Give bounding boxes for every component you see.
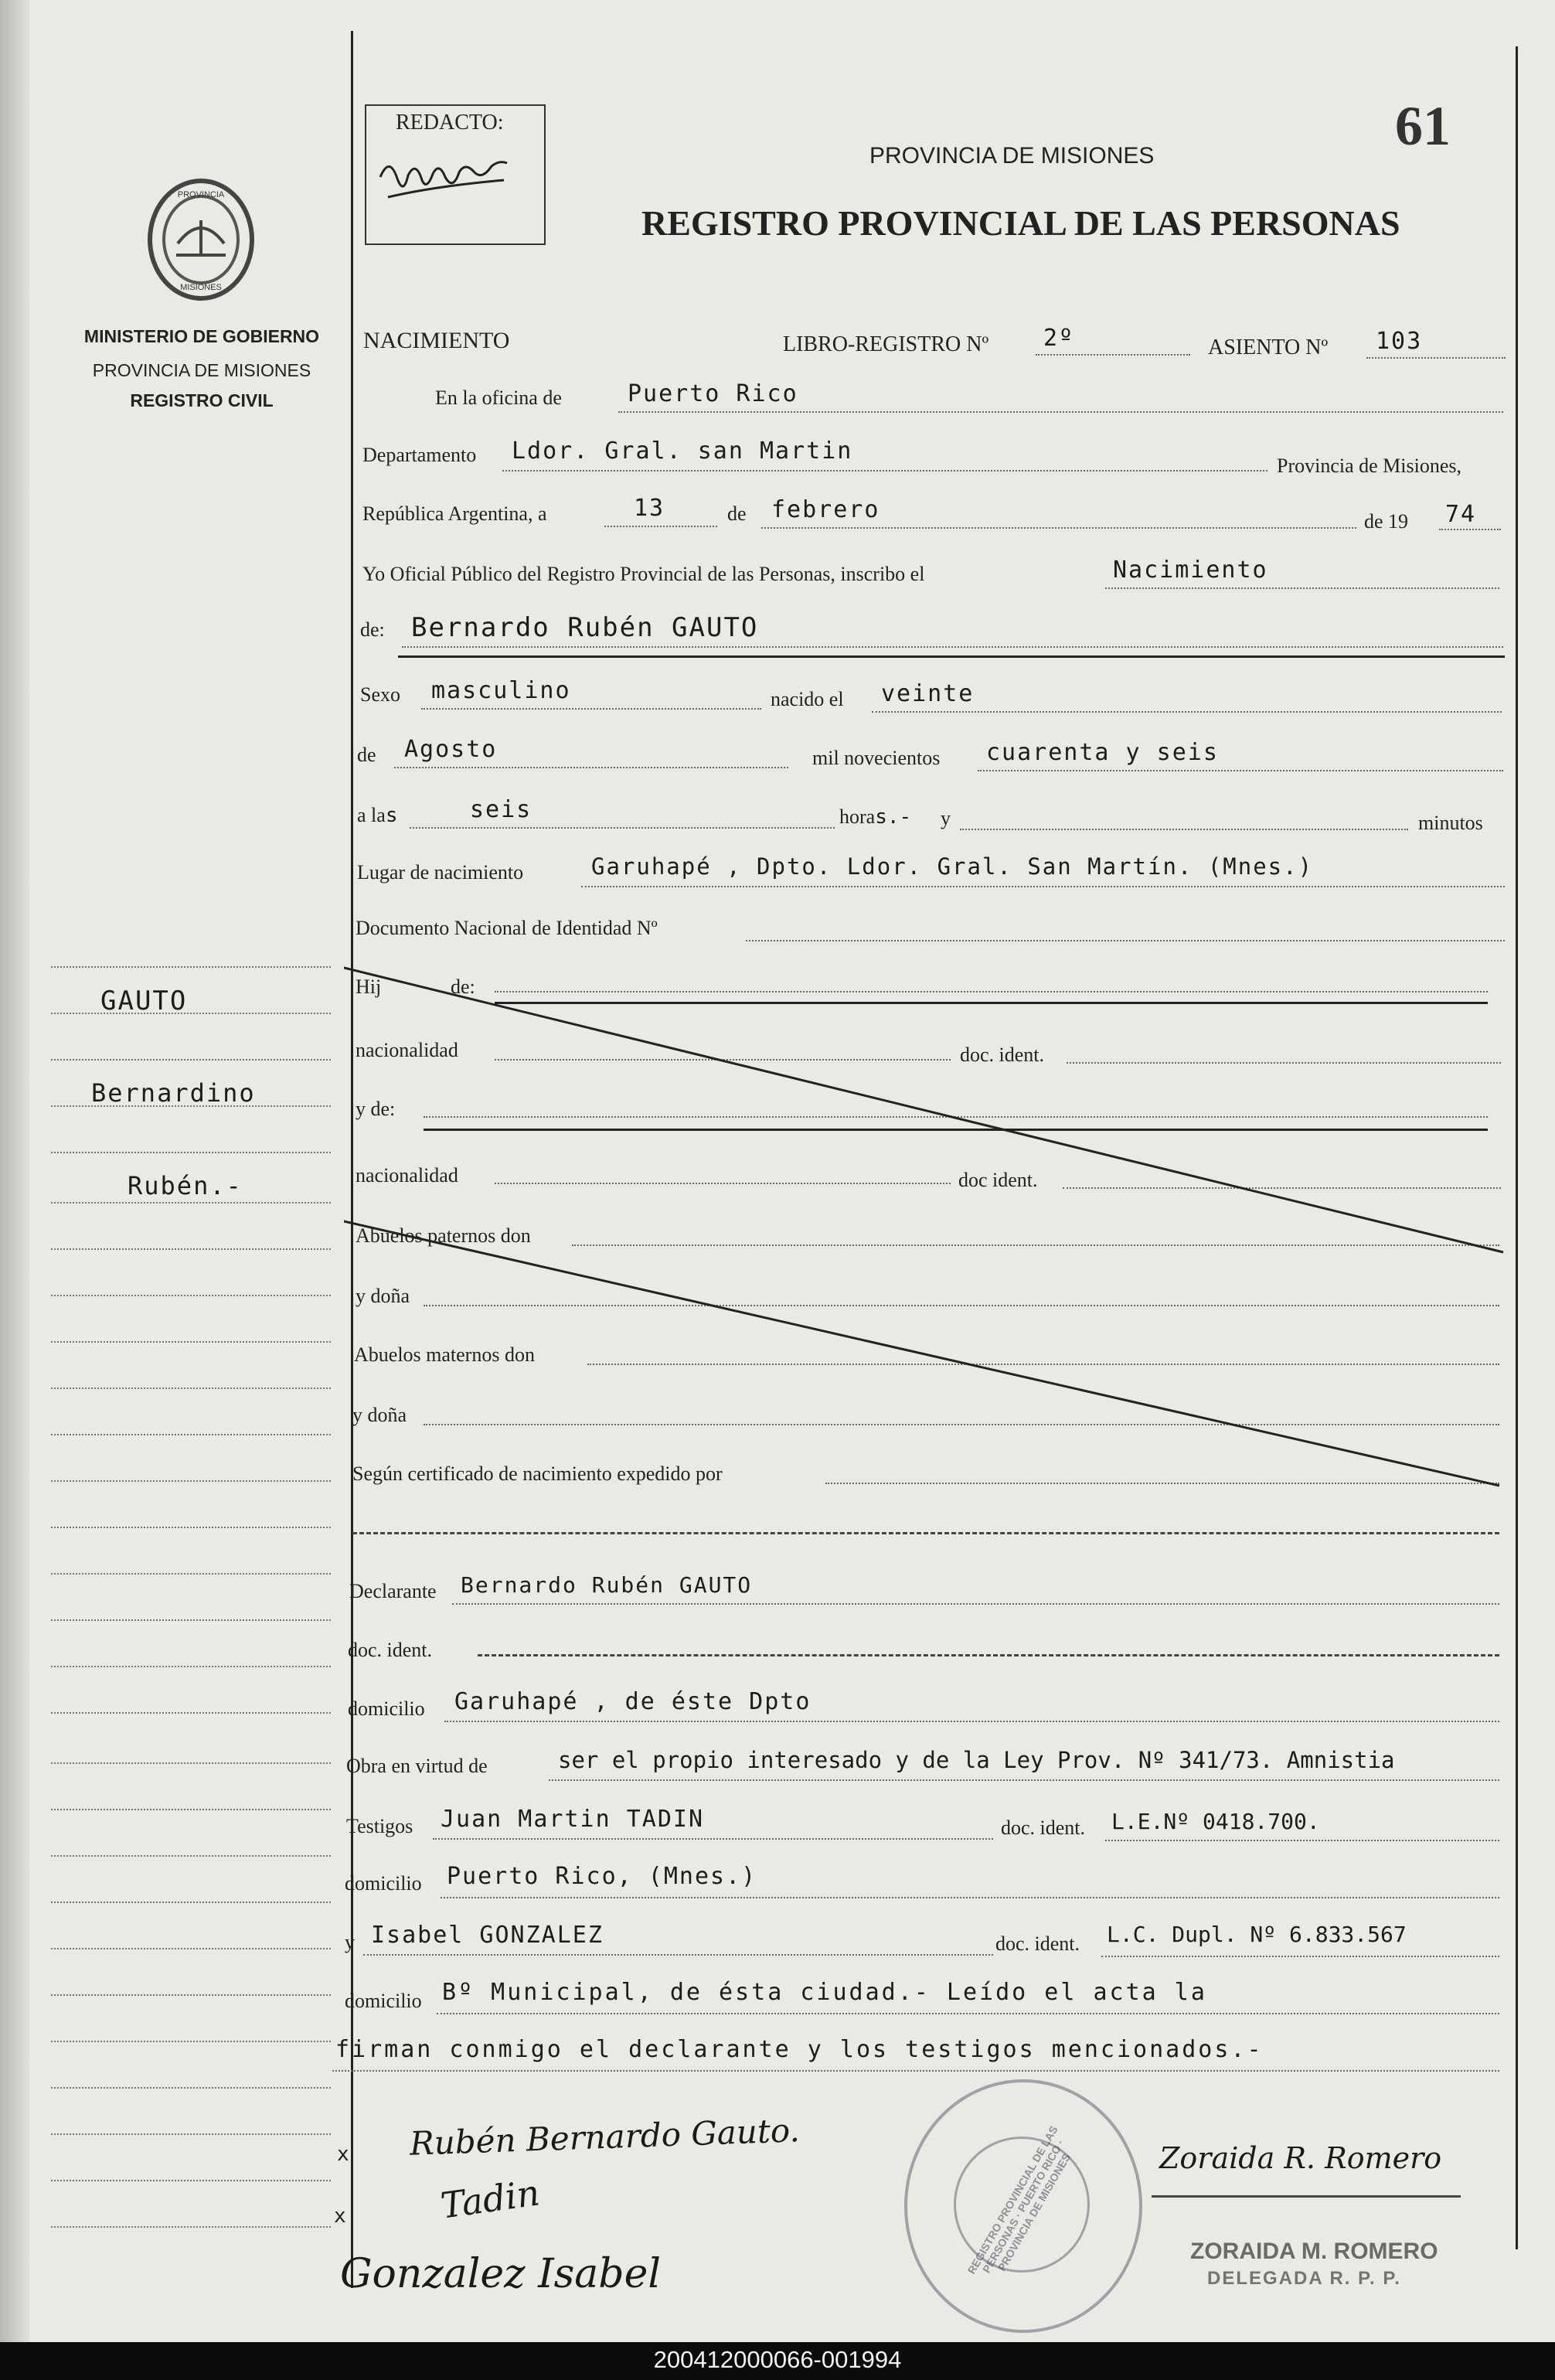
testigo2-doc: L.C. Dupl. Nº 6.833.567 [1107, 1922, 1407, 1947]
testigo1-value: Juan Martin TADIN [441, 1806, 705, 1833]
redacto-box [365, 104, 546, 245]
signature-tadin: Tadin [437, 2171, 543, 2227]
nacido-label: nacido el [771, 688, 844, 710]
official-title: DELEGADA R. P. P. [1207, 2268, 1401, 2289]
side-second-name: Rubén.- [128, 1171, 243, 1200]
dia-value: 13 [634, 495, 665, 522]
registry-title: REGISTRO PROVINCIAL DE LAS PERSONAS [641, 203, 1400, 243]
alas-label: a las [357, 804, 398, 827]
doc-ident5-label: doc. ident. [995, 1932, 1080, 1955]
seal-text-top: PROVINCIA [177, 190, 225, 199]
side-first-name: Bernardino [91, 1078, 256, 1108]
doc-ident-label: doc. ident. [960, 1044, 1045, 1066]
dni-label: Documento Nacional de Identidad Nº [356, 917, 658, 939]
lugar-label: Lugar de nacimiento [357, 861, 524, 884]
hijo-label: Hij [356, 975, 382, 998]
page-number: 61 [1395, 95, 1451, 157]
obra-value: ser el propio interesado y de la Ley Prov. Nº 341/73. Amnistia [558, 1747, 1395, 1773]
abuelos-paternos-label: Abuelos paternos don [356, 1224, 531, 1247]
doc-ident3-label: doc. ident. [348, 1639, 433, 1661]
closing-line: firman conmigo el declarante y los testigos mencionados.- [335, 2036, 1264, 2063]
doc-ident2-label: doc ident. [958, 1169, 1038, 1191]
de-label: de [727, 502, 747, 525]
mil-label: mil novecientos [812, 747, 941, 769]
signature-declarante: Rubén Bernardo Gauto. [409, 2111, 801, 2163]
domicilio2-value: Puerto Rico, (Mnes.) [447, 1863, 757, 1890]
anio-nac-value: cuarenta y seis [986, 739, 1219, 766]
certificado-label: Según certificado de nacimiento expedido por [352, 1462, 723, 1485]
provincia-label: Provincia de Misiones, [1277, 455, 1462, 477]
de19-label: de 19 [1364, 510, 1409, 533]
testigo2-value: Isabel GONZALEZ [371, 1922, 604, 1949]
nacionalidad2-label: nacionalidad [356, 1164, 458, 1187]
record-type: NACIMIENTO [363, 328, 510, 353]
domicilio2-label: domicilio [345, 1872, 422, 1895]
nacido-value: veinte [881, 680, 975, 707]
mes-nac-value: Agosto [404, 736, 498, 763]
ministry-line-3: REGISTRO CIVIL [130, 390, 274, 410]
minutos-label: minutos [1418, 812, 1483, 834]
document-id-code: 200412000066-001994 [653, 2346, 902, 2373]
sexo-value: masculino [431, 677, 571, 704]
de-persona-label: de: [360, 618, 385, 641]
persona-value: Bernardo Rubén GAUTO [411, 612, 759, 643]
nacionalidad-label: nacionalidad [356, 1039, 458, 1061]
republica-label: República Argentina, a [362, 502, 547, 525]
redacto-signature [366, 106, 544, 243]
y-de-label: y de: [356, 1098, 396, 1120]
stamp-text: REGISTRO PROVINCIAL DE LAS PERSONAS · PUERTO RICO · PROVINCIA DE MISIONES [965, 2123, 1074, 2276]
libro-value: 2º [1043, 325, 1075, 352]
y2-label: y [345, 1931, 355, 1953]
signature-gonzalez: Gonzalez Isabel [340, 2251, 661, 2297]
domicilio-value: Garuhapé , de éste Dpto [454, 1688, 812, 1715]
void-strike-lines [344, 958, 1519, 1546]
ministry-line-2: PROVINCIA DE MISIONES [92, 360, 311, 380]
domicilio3-label: domicilio [345, 1990, 422, 2012]
signature-official: Zoraida R. Romero [1159, 2141, 1442, 2175]
official-underline [1152, 2195, 1461, 2198]
hijo-de-label: de: [451, 975, 475, 998]
page-edge-shadow [0, 0, 29, 2342]
y-label: y [941, 807, 951, 829]
de2-label: de [357, 744, 376, 766]
oficial-label: Yo Oficial Público del Registro Provincial de las Personas, inscribo el [362, 563, 925, 585]
domicilio3-value: Bº Municipal, de ésta ciudad.- Leído el acta la [442, 1979, 1207, 2006]
side-surname: GAUTO [100, 986, 188, 1016]
ministry-line-1: MINISTERIO DE GOBIERNO [83, 326, 320, 346]
testigos-label: Testigos [346, 1815, 413, 1837]
sig-mark-1: x [337, 2143, 351, 2166]
province-header: PROVINCIA DE MISIONES [869, 143, 1155, 169]
y-dona2-label: y doña [352, 1404, 407, 1426]
seal-text-bottom: MISIONES [180, 283, 222, 292]
official-stamp [904, 2079, 1142, 2333]
declarante-value: Bernardo Rubén GAUTO [461, 1572, 753, 1598]
anio-value: 74 [1445, 501, 1477, 528]
departamento-value: Ldor. Gral. san Martin [512, 438, 853, 465]
oficina-value: Puerto Rico [628, 380, 798, 407]
mes-value: febrero [771, 496, 880, 523]
declarante-label: Declarante [349, 1580, 437, 1602]
oficina-label: En la oficina de [435, 386, 562, 409]
obra-label: Obra en virtud de [346, 1755, 488, 1777]
inscribo-value: Nacimiento [1113, 557, 1268, 584]
official-name: ZORAIDA M. ROMERO [1190, 2239, 1438, 2264]
departamento-label: Departamento [362, 444, 477, 466]
asiento-value: 103 [1376, 328, 1423, 355]
sexo-label: Sexo [360, 683, 400, 706]
hora-label: horas.- [839, 805, 912, 829]
provincial-seal-icon [139, 174, 263, 305]
hora-value: seis [470, 796, 533, 823]
testigo1-doc: L.E.Nº 0418.700. [1111, 1809, 1320, 1834]
redacto-label: REDACTO: [396, 111, 504, 134]
libro-label: LIBRO-REGISTRO Nº [783, 332, 989, 356]
asiento-label: ASIENTO Nº [1208, 335, 1329, 359]
persona-underline [398, 655, 1505, 658]
lugar-value: Garuhapé , Dpto. Ldor. Gral. San Martín. (Mnes.) [591, 853, 1314, 880]
abuelos-maternos-label: Abuelos maternos don [354, 1343, 535, 1366]
y-dona-label: y doña [356, 1285, 410, 1307]
sig-mark-2: x [334, 2205, 348, 2228]
domicilio-label: domicilio [348, 1697, 425, 1720]
doc-ident4-label: doc. ident. [1001, 1816, 1086, 1839]
